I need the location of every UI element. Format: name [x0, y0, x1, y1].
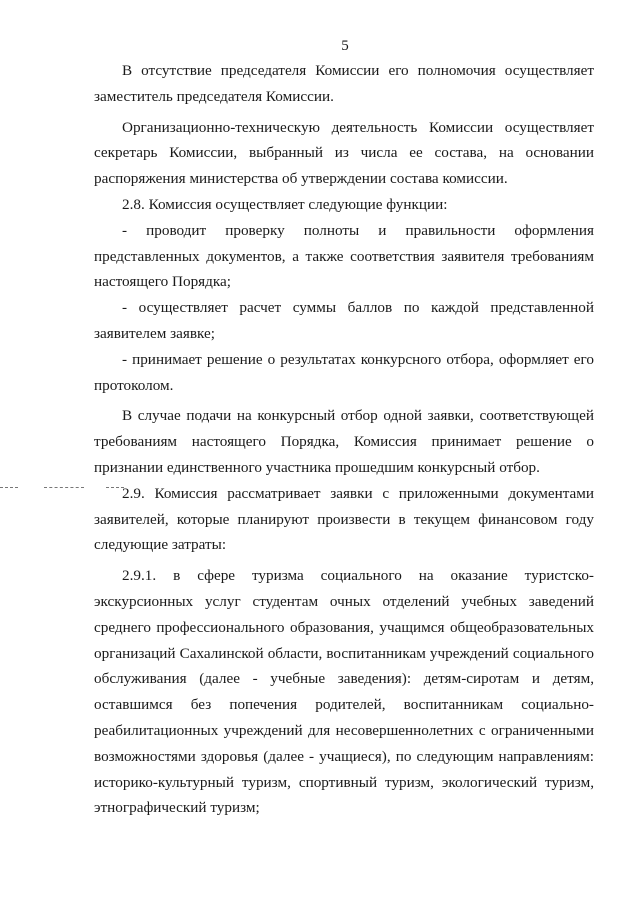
scan-artifact-dash [44, 487, 84, 488]
text-line: экскурсионных услуг студентам очных отделений учебных заведений [94, 592, 594, 610]
scan-artifact-dash [0, 487, 18, 488]
text-line: 2.9. Комиссия рассматривает заявки с приложенными документами [122, 484, 594, 502]
document-body [94, 58, 594, 821]
text-line: требованиям настоящего Порядка, Комиссия принимает решение о [94, 433, 594, 451]
text-line: настоящего Порядка; [94, 273, 231, 291]
text-line: секретарь Комиссии, выбранный из числа ее состава, на основании [94, 144, 594, 162]
text-line: представленных документов, а также соответствия заявителя требованиям [94, 247, 594, 265]
text-line: 2.8. Комиссия осуществляет следующие функции: [122, 195, 448, 213]
text-line: - осуществляет расчет суммы баллов по каждой представленной [122, 299, 594, 317]
text-line: Организационно-техническую деятельность Комиссии осуществляет [122, 118, 594, 136]
text-line: возможностями здоровья (далее - учащиеся), по следующим направлениям: [94, 747, 594, 765]
text-line: историко-культурный туризм, спортивный туризм, экологический туризм, [94, 773, 594, 791]
text-line: заявителем заявке; [94, 324, 215, 342]
text-line: признании единственного участника прошедшим конкурсный отбор. [94, 458, 540, 476]
text-line: оставшимся без попечения родителей, воспитанникам социально- [94, 696, 594, 714]
text-line: протоколом. [94, 376, 174, 394]
text-line: - принимает решение о результатах конкурсного отбора, оформляет его [122, 350, 594, 368]
text-line: 2.9.1. в сфере туризма социального на оказание туристско- [122, 567, 594, 585]
text-line: обслуживания (далее - учебные заведения): детям-сиротам и детям, [94, 670, 594, 688]
text-line: заявителей, которые планируют произвести в текущем финансовом году [94, 510, 594, 528]
text-line: этнографический туризм; [94, 799, 260, 817]
text-line: распоряжения министерства об утверждении состава комиссии. [94, 170, 508, 188]
text-line: среднего профессионального образования, учащимся общеобразовательных [94, 618, 594, 636]
text-line: - проводит проверку полноты и правильности оформления [122, 221, 594, 239]
text-line: заместитель председателя Комиссии. [94, 87, 334, 105]
text-line: реабилитационных учреждений для несовершеннолетних с ограниченными [94, 721, 594, 739]
text-line: В отсутствие председателя Комиссии его полномочия осуществляет [122, 62, 594, 79]
text-line: организаций Сахалинской области, воспитанникам учреждений социального [94, 644, 594, 662]
page-number: 5 [341, 38, 349, 54]
text-line: В случае подачи на конкурсный отбор одной заявки, соответствующей [122, 407, 594, 425]
text-line: следующие затраты: [94, 536, 227, 554]
